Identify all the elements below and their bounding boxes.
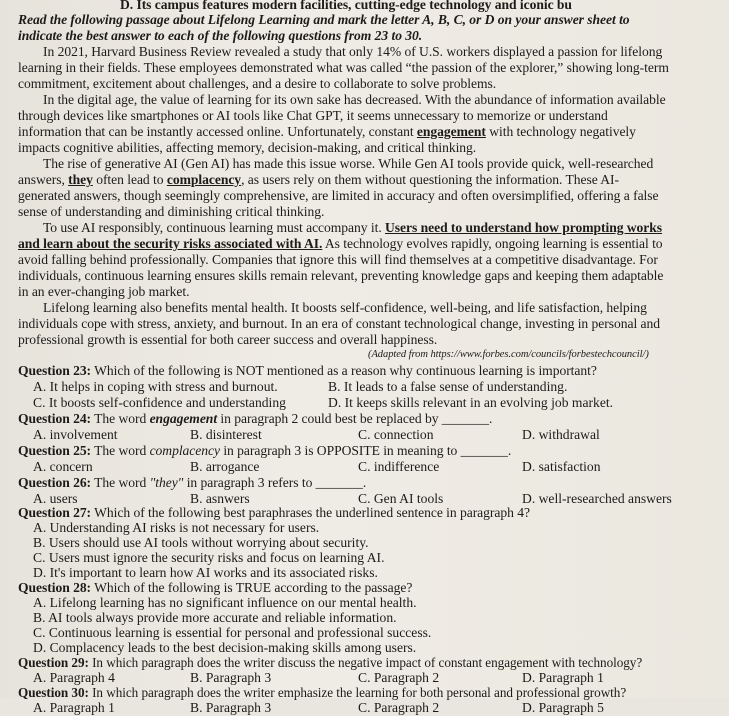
q24-option-d[interactable]: D. withdrawal [522, 427, 600, 442]
passage-line: Lifelong learning also benefits mental health. It boosts self-confidence, well-being, and life satisfaction, helping [43, 300, 647, 315]
q27-option-c[interactable]: C. Users must ignore the security risks and focus on learning AI. [33, 550, 385, 565]
passage-line: generated answers, though seemingly comprehensive, are limited in accuracy and often oversimplified, offering a false [18, 188, 659, 203]
passage-line: The rise of generative AI (Gen AI) has made this issue worse. While Gen AI tools provide quick, well-researched [43, 156, 654, 171]
q23-option-a[interactable]: A. It helps in coping with stress and burnout. [33, 379, 278, 394]
q30-option-d[interactable]: D. Paragraph 5 [522, 700, 604, 715]
underlined-word-they: they [68, 172, 93, 187]
passage-line: learning in their fields. These employees demonstrated what was called “the passion of the explorer,” showing long-term [18, 60, 669, 75]
q26-option-a[interactable]: A. users [33, 491, 78, 506]
q28-option-d[interactable]: D. Complacency leads to the best decision-making skills among users. [33, 640, 417, 655]
underlined-sentence: Users need to understand how prompting works [385, 220, 663, 235]
q26-option-b[interactable]: B. asnwers [190, 491, 250, 506]
passage-line: commitment, excitement about challenges, and a desire to collaborate to solve problems. [18, 76, 497, 91]
q24-option-b[interactable]: B. disinterest [190, 427, 262, 442]
q29-option-b[interactable]: B. Paragraph 3 [190, 670, 272, 685]
passage-line: answers, they often lead to complacency, as users rely on them without questioning the information. These AI- [18, 172, 620, 187]
q25-option-c[interactable]: C. indifference [358, 459, 440, 474]
q24-option-a[interactable]: A. involvement [33, 427, 118, 442]
passage-line: through devices like smartphones or AI tools like Chat GPT, it seems unnecessary to memorize or understand [18, 108, 608, 123]
passage-line: sense of understanding and diminishing critical thinking. [18, 204, 325, 219]
passage-line: To use AI responsibly, continuous learning must accompany it. Users need to understand how prompting works [43, 220, 663, 235]
question-29: Question 29: In which paragraph does the writer discuss the negative impact of constant engagement with technology? [18, 655, 643, 670]
question-23: Question 23: Which of the following is NOT mentioned as a reason why continuous learning is important? [18, 363, 597, 378]
instructions-line: indicate the best answer to each of the following questions from 23 to 30. [18, 28, 423, 43]
passage-line: individuals cope with stress, anxiety, and burnout. In an era of constant technological change, investing in personal and [18, 316, 660, 331]
question-30: Question 30: In which paragraph does the writer emphasize the learning for both personal and professional growth? [18, 685, 627, 700]
underlined-word-complacency: complacency [166, 172, 242, 187]
passage-line: In 2021, Harvard Business Review revealed a study that only 14% of U.S. workers displayed a passion for lifelong [43, 44, 663, 59]
instructions-line: Read the following passage about Lifelong Learning and mark the letter A, B, C, or D on your answer sheet to [18, 12, 630, 27]
passage-line: individuals, continuous learning ensures skills remain relevant, preventing knowledge gaps and keeping them adaptable [18, 268, 664, 283]
source-citation: (Adapted from https://www.forbes.com/councils/forbestechcouncil/) [368, 349, 649, 360]
q29-option-a[interactable]: A. Paragraph 4 [33, 670, 115, 685]
q27-option-b[interactable]: B. Users should use AI tools without worrying about security. [33, 535, 369, 550]
passage-line: and learn about the security risks associated with AI. As technology evolves rapidly, ongoing learning is essential to [18, 236, 663, 251]
passage-line: impacts cognitive abilities, affecting memory, decision-making, and critical thinking. [18, 140, 477, 155]
q25-option-d[interactable]: D. satisfaction [522, 459, 601, 474]
q23-option-b[interactable]: B. It leads to a false sense of understanding. [328, 379, 568, 394]
q28-option-b[interactable]: B. AI tools always provide more accurate and reliable information. [33, 610, 397, 625]
q28-option-c[interactable]: C. Continuous learning is essential for personal and professional success. [33, 625, 432, 640]
q30-option-c[interactable]: C. Paragraph 2 [358, 700, 440, 715]
question-28: Question 28: Which of the following is TRUE according to the passage? [18, 580, 413, 595]
q30-option-a[interactable]: A. Paragraph 1 [33, 700, 115, 715]
underlined-word-engagement: engagement [416, 124, 486, 139]
question-26: Question 26: The word "they" in paragraph 3 refers to _______. [18, 475, 367, 490]
q23-option-d[interactable]: D. It keeps skills relevant in an evolving job market. [328, 395, 614, 410]
question-25: Question 25: The word complacency in paragraph 3 is OPPOSITE in meaning to _______. [18, 443, 512, 458]
passage-line: professional growth is essential for both career success and overall happiness. [18, 332, 438, 347]
question-24: Question 24: The word engagement in paragraph 2 could best be replaced by _______. [18, 411, 493, 426]
q29-option-c[interactable]: C. Paragraph 2 [358, 670, 440, 685]
previous-option-fragment: D. Its campus features modern facilities, cutting-edge technology and iconic bu [120, 0, 572, 12]
q23-option-c[interactable]: C. It boosts self-confidence and understanding [33, 395, 286, 410]
q26-option-d[interactable]: D. well-researched answers [522, 491, 672, 506]
passage-line: in an ever-changing job market. [18, 284, 190, 299]
q30-option-b[interactable]: B. Paragraph 3 [190, 700, 272, 715]
q26-option-c[interactable]: C. Gen AI tools [358, 491, 444, 506]
q24-option-c[interactable]: C. connection [358, 427, 434, 442]
passage-line: In the digital age, the value of learning for its own sake has decreased. With the abundance of information available [43, 92, 666, 107]
q29-option-d[interactable]: D. Paragraph 1 [522, 670, 604, 685]
q28-option-a[interactable]: A. Lifelong learning has no significant influence on our mental health. [33, 595, 417, 610]
question-27: Question 27: Which of the following best paraphrases the underlined sentence in paragraph 4? [18, 505, 530, 520]
passage-line: avoid falling behind professionally. Companies that ignore this will find themselves at a competitive disadvantage. For [18, 252, 658, 267]
passage-line: information that can be instantly accessed online. Unfortunately, constant engagement with technology negatively [18, 124, 636, 139]
underlined-sentence: and learn about the security risks associated with AI. [18, 236, 323, 251]
q25-option-b[interactable]: B. arrogance [190, 459, 260, 474]
q25-option-a[interactable]: A. concern [33, 459, 93, 474]
q27-option-d[interactable]: D. It's important to learn how AI works and its associated risks. [33, 565, 378, 580]
q27-option-a[interactable]: A. Understanding AI risks is not necessary for users. [33, 520, 320, 535]
